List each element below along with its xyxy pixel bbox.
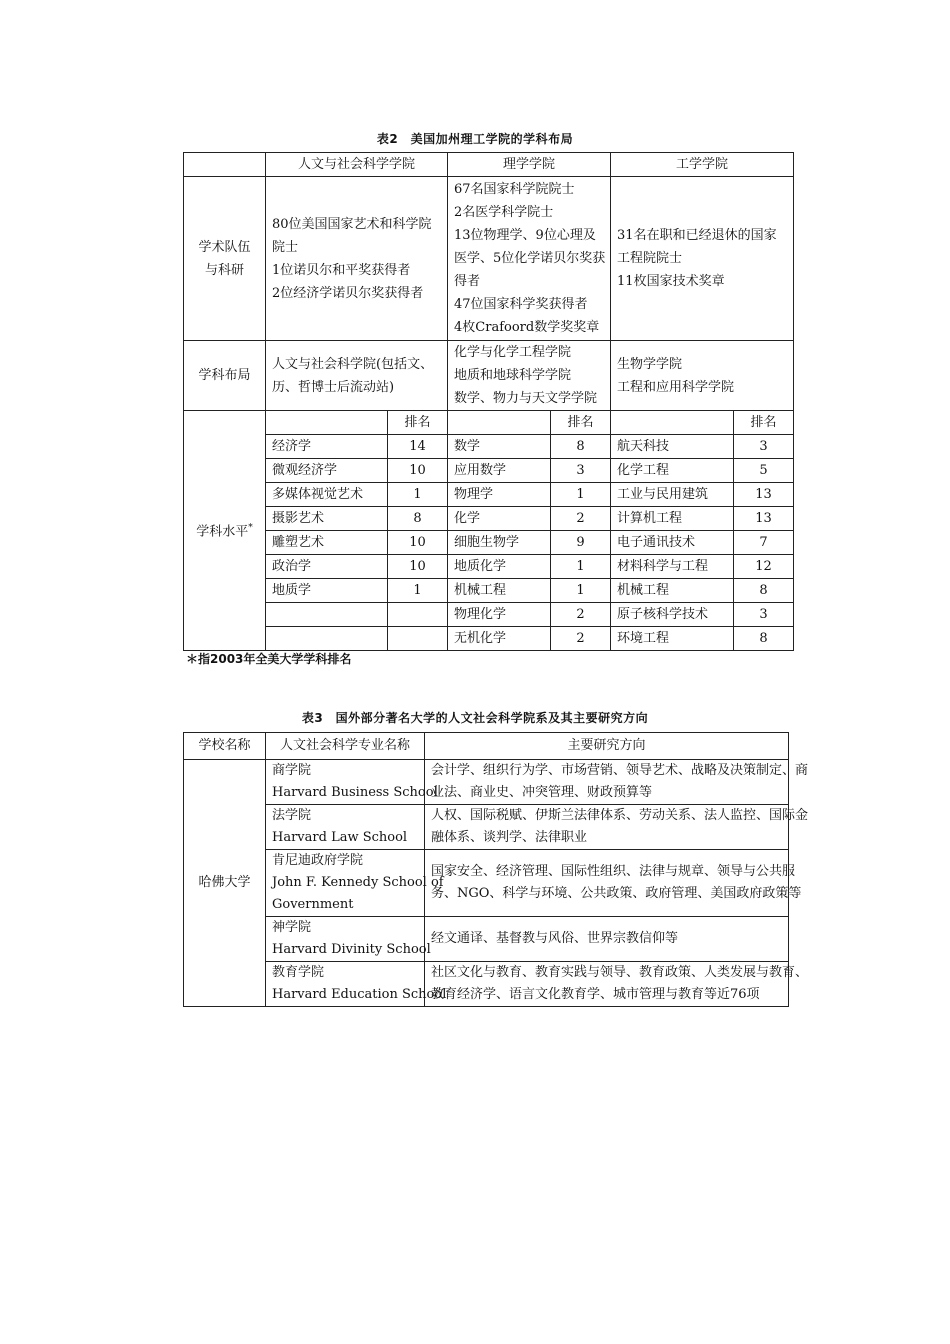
science-rank: 2 — [551, 627, 611, 651]
table3-header-row — [184, 733, 789, 760]
science-rank: 3 — [551, 459, 611, 483]
humanities-rank: 8 — [388, 507, 448, 531]
engineering-rank: 3 — [734, 603, 794, 627]
humanities-rank: 1 — [388, 483, 448, 507]
humanities-rank: 10 — [388, 459, 448, 483]
rank-blank-cell — [448, 411, 551, 435]
science-subject: 数学 — [448, 435, 551, 459]
school-name: 哈佛大学 — [184, 760, 266, 1007]
ranking-row — [184, 579, 794, 603]
science-rank: 1 — [551, 579, 611, 603]
department-name: 商学院 Harvard Business School — [266, 760, 425, 805]
research-direction: 国家安全、经济管理、国际性组织、法律与规章、领导与公共服 务、NGO、科学与环境、公共政策、政府管理、美国政府政策等 — [425, 850, 789, 917]
science-subject: 应用数学 — [448, 459, 551, 483]
engineering-subject: 材料科学与工程 — [611, 555, 734, 579]
engineering-subject: 机械工程 — [611, 579, 734, 603]
table2 — [183, 152, 794, 651]
rank-header: 排名 — [734, 411, 794, 435]
header-research: 主要研究方向 — [425, 733, 789, 760]
engineering-rank: 13 — [734, 483, 794, 507]
department-row — [184, 805, 789, 850]
department-name: 法学院 Harvard Law School — [266, 805, 425, 850]
faculty-humanities: 80位美国国家艺术和科学院 院士 1位诺贝尔和平奖获得者 2位经济学诺贝尔奖获得者 — [266, 177, 448, 341]
humanities-subject: 政治学 — [266, 555, 388, 579]
header-engineering: 工学学院 — [611, 153, 794, 177]
corner-cell — [184, 153, 266, 177]
humanities-subject: 多媒体视觉艺术 — [266, 483, 388, 507]
research-direction: 社区文化与教育、教育实践与领导、教育政策、人类发展与教育、 教育经济学、语言文化教育学、城市管理与教育等近76项 — [425, 962, 789, 1007]
engineering-rank: 7 — [734, 531, 794, 555]
humanities-subject — [266, 603, 388, 627]
humanities-rank: 1 — [388, 579, 448, 603]
rank-blank-cell — [266, 411, 388, 435]
header-department: 人文社会科学专业名称 — [266, 733, 425, 760]
humanities-subject: 微观经济学 — [266, 459, 388, 483]
department-row — [184, 962, 789, 1007]
humanities-subject: 经济学 — [266, 435, 388, 459]
ranking-row — [184, 603, 794, 627]
ranking-row — [184, 507, 794, 531]
engineering-rank: 3 — [734, 435, 794, 459]
rank-header-row — [184, 411, 794, 435]
science-subject: 化学 — [448, 507, 551, 531]
engineering-rank: 5 — [734, 459, 794, 483]
table2-caption: 表2 美国加州理工学院的学科布局 — [376, 132, 574, 146]
ranking-row — [184, 435, 794, 459]
engineering-subject: 航天科技 — [611, 435, 734, 459]
header-science: 理学学院 — [448, 153, 611, 177]
ranking-row — [184, 531, 794, 555]
table2-header-row — [184, 153, 794, 177]
science-subject: 无机化学 — [448, 627, 551, 651]
faculty-row — [184, 177, 794, 341]
department-name: 肯尼迪政府学院 John F. Kennedy School of Government — [266, 850, 425, 917]
research-direction: 经文通译、基督教与风俗、世界宗教信仰等 — [425, 917, 789, 962]
engineering-subject: 计算机工程 — [611, 507, 734, 531]
humanities-subject: 雕塑艺术 — [266, 531, 388, 555]
ranking-row — [184, 459, 794, 483]
header-humanities: 人文与社会科学学院 — [266, 153, 448, 177]
department-row — [184, 850, 789, 917]
layout-row — [184, 341, 794, 411]
faculty-engineering: 31名在职和已经退休的国家 工程院院士 11枚国家技术奖章 — [611, 177, 794, 341]
engineering-rank: 8 — [734, 627, 794, 651]
science-subject: 细胞生物学 — [448, 531, 551, 555]
department-name: 教育学院 Harvard Education School — [266, 962, 425, 1007]
layout-label: 学科布局 — [184, 341, 266, 411]
layout-engineering: 生物学学院 工程和应用科学学院 — [611, 341, 794, 411]
engineering-subject: 环境工程 — [611, 627, 734, 651]
humanities-rank — [388, 627, 448, 651]
engineering-rank: 8 — [734, 579, 794, 603]
ranking-row — [184, 555, 794, 579]
humanities-subject: 摄影艺术 — [266, 507, 388, 531]
engineering-subject: 工业与民用建筑 — [611, 483, 734, 507]
humanities-rank — [388, 603, 448, 627]
humanities-rank: 10 — [388, 555, 448, 579]
engineering-rank: 13 — [734, 507, 794, 531]
rank-header: 排名 — [388, 411, 448, 435]
layout-humanities: 人文与社会科学院(包括文、 历、哲博士后流动站) — [266, 341, 448, 411]
science-rank: 2 — [551, 507, 611, 531]
engineering-subject: 电子通讯技术 — [611, 531, 734, 555]
ranking-row — [184, 627, 794, 651]
rank-blank-cell — [611, 411, 734, 435]
engineering-rank: 12 — [734, 555, 794, 579]
department-row — [184, 760, 789, 805]
research-direction: 会计学、组织行为学、市场营销、领导艺术、战略及决策制定、商 业法、商业史、冲突管理、财政预算等 — [425, 760, 789, 805]
science-rank: 9 — [551, 531, 611, 555]
faculty-label: 学术队伍 与科研 — [184, 177, 266, 341]
science-rank: 1 — [551, 555, 611, 579]
ranking-row — [184, 483, 794, 507]
table3 — [183, 732, 809, 1007]
engineering-subject: 原子核科学技术 — [611, 603, 734, 627]
level-label: 学科水平* — [184, 411, 266, 651]
header-school: 学校名称 — [184, 733, 266, 760]
faculty-science: 67名国家科学院院士 2名医学科学院士 13位物理学、9位心理及 医学、5位化学诺贝尔奖获 得者 47位国家科学奖获得者 4枚Crafoord数学奖奖章 — [448, 177, 611, 341]
humanities-subject — [266, 627, 388, 651]
humanities-subject: 地质学 — [266, 579, 388, 603]
science-subject: 物理化学 — [448, 603, 551, 627]
rank-header: 排名 — [551, 411, 611, 435]
humanities-rank: 10 — [388, 531, 448, 555]
engineering-subject: 化学工程 — [611, 459, 734, 483]
science-rank: 1 — [551, 483, 611, 507]
table2-footnote: ＊指2003年全美大学学科排名 — [186, 652, 352, 666]
table3-caption: 表3 国外部分著名大学的人文社会科学院系及其主要研究方向 — [301, 711, 649, 725]
science-subject: 机械工程 — [448, 579, 551, 603]
science-subject: 物理学 — [448, 483, 551, 507]
department-name: 神学院 Harvard Divinity School — [266, 917, 425, 962]
science-rank: 2 — [551, 603, 611, 627]
layout-science: 化学与化学工程学院 地质和地球科学学院 数学、物力与天文学学院 — [448, 341, 611, 411]
humanities-rank: 14 — [388, 435, 448, 459]
research-direction: 人权、国际税赋、伊斯兰法律体系、劳动关系、法人监控、国际金 融体系、谈判学、法律职业 — [425, 805, 789, 850]
department-row — [184, 917, 789, 962]
science-subject: 地质化学 — [448, 555, 551, 579]
science-rank: 8 — [551, 435, 611, 459]
